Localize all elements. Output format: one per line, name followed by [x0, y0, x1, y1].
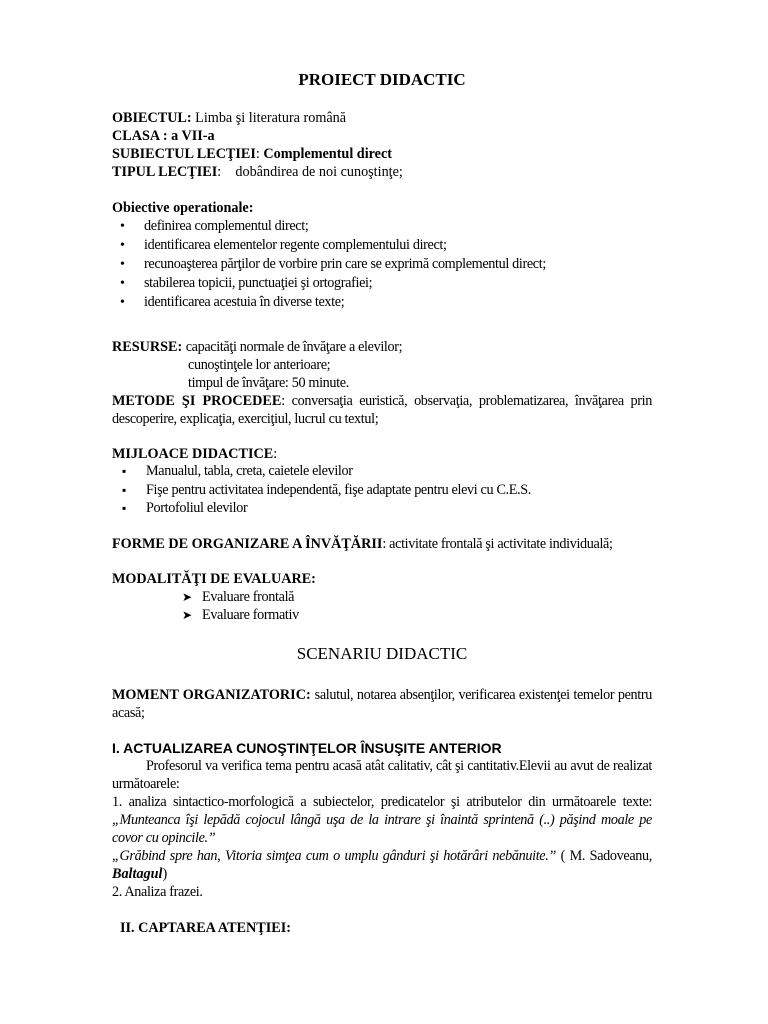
obiectul-label: OBIECTUL:: [112, 110, 192, 126]
resurse-line: [112, 338, 402, 356]
subiectul-label: SUBIECTUL LECŢIEI: [112, 146, 256, 162]
bullet-icon: [120, 217, 144, 236]
square-bullet-icon: [122, 499, 146, 517]
obiective-item: •identificarea acestuia în diverse texte;: [120, 293, 344, 312]
resurse-label: RESURSE:: [112, 339, 183, 355]
metode-line: [112, 392, 652, 410]
square-bullet-icon: [122, 462, 146, 480]
obiective-item: •recunoaşterea părţilor de vorbire prin care se exprimă complementul direct;: [120, 255, 546, 274]
modalitati-heading: MODALITĂŢI DE EVALUARE:: [112, 571, 316, 587]
bullet-icon: [120, 274, 144, 293]
quote-text: „Grăbind spre han, Vitoria simţea cum o umplu gânduri şi hotărâri nebănuite.”: [112, 848, 556, 864]
resurse-value: cunoştinţele lor anterioare;: [188, 357, 331, 373]
bullet-icon: [120, 236, 144, 255]
tipul-value: : dobândirea de noi cunoştinţe;: [217, 164, 403, 180]
quote-text-cont: covor cu opincile.”: [112, 830, 216, 846]
square-bullet-icon: [122, 481, 146, 499]
section-heading-actualizarea: I. ACTUALIZAREA CUNOŞTINŢELOR ÎNSUŞITE ANTERIOR: [112, 740, 502, 756]
obiectul-line: [112, 109, 346, 127]
paragraph: 1. analiza sintactico-morfologică a subiectelor, predicatelor şi atributelor din următoarele texte:: [112, 794, 652, 810]
quote-source-line: Baltagul): [112, 866, 168, 882]
obiective-item: •identificarea elementelor regente complementului direct;: [120, 236, 447, 255]
forme-label: FORME DE ORGANIZARE A ÎNVĂŢĂRII: [112, 536, 383, 552]
mijloace-item: ▪Manualul, tabla, creta, caietele elevilor: [122, 462, 353, 480]
clasa-line: CLASA : a VII-a: [112, 128, 215, 144]
obiective-item: •stabilerea topicii, punctuaţiei şi ortografiei;: [120, 274, 372, 293]
mijloace-label: MIJLOACE DIDACTICE: [112, 446, 274, 462]
quote-author: ( M. Sadoveanu,: [555, 848, 652, 864]
tipul-line: [112, 163, 403, 181]
metode-label: METODE ŞI PROCEDEE: [112, 393, 282, 409]
resurse-value: timpul de învăţare: 50 minute.: [188, 375, 349, 391]
subiectul-sep: :: [255, 146, 260, 162]
moment-value: salutul, notarea absenţilor, verificarea existenţei temelor pentru: [314, 687, 653, 703]
obiective-item: •definirea complementul direct;: [120, 217, 308, 236]
section-heading-captarea: II. CAPTAREA ATENŢIEI:: [120, 920, 291, 936]
forme-line: [112, 535, 613, 553]
mijloace-line: MIJLOACE DIDACTICE:: [112, 446, 278, 462]
metode-value: : conversaţia euristică, observaţia, problematizarea, învăţarea prin: [281, 393, 652, 409]
quote-text: „Munteanca îşi lepădă cojocul lângă uşa de la intrare şi înaintă sprintenă (..) păşind moale pe: [112, 812, 652, 828]
subiectul-value: Complementul direct: [263, 146, 392, 162]
forme-value: : activitate frontală şi activitate individuală;: [382, 536, 613, 552]
arrow-bullet-icon: [182, 606, 202, 624]
scenariu-title: SCENARIU DIDACTIC: [296, 644, 468, 663]
bullet-icon: [120, 293, 144, 312]
obiectul-value: Limba şi literatura română: [195, 110, 347, 126]
tipul-label: TIPUL LECŢIEI: [112, 164, 218, 180]
modalitati-item: ➤Evaluare frontală: [182, 588, 294, 606]
mijloace-item: ▪Fişe pentru activitatea independentă, fişe adaptate pentru elevi cu C.E.S.: [122, 481, 531, 499]
moment-label: MOMENT ORGANIZATORIC:: [112, 687, 311, 703]
paragraph: 2. Analiza frazei.: [112, 884, 203, 900]
page-title: PROIECT DIDACTIC: [298, 70, 466, 89]
subiectul-line: [112, 145, 392, 163]
resurse-value: capacităţi normale de învăţare a elevilor;: [185, 339, 403, 355]
arrow-bullet-icon: [182, 588, 202, 606]
modalitati-item: ➤Evaluare formativ: [182, 606, 299, 624]
paragraph-cont: următoarele:: [112, 776, 180, 792]
moment-line: [112, 686, 652, 704]
paragraph: Profesorul va verifica tema pentru acasă atât calitativ, cât şi cantitativ.Elevii au avut de realizat: [146, 758, 652, 774]
quote-source: Baltagul: [112, 866, 163, 882]
obiective-heading: Obiective operationale:: [112, 200, 254, 216]
bullet-icon: [120, 255, 144, 274]
quote-line: [112, 847, 652, 865]
metode-value-cont: descoperire, explicaţia, exerciţiul, lucrul cu textul;: [112, 411, 379, 427]
mijloace-item: ▪Portofoliul elevilor: [122, 499, 247, 517]
moment-value-cont: acasă;: [112, 705, 145, 721]
